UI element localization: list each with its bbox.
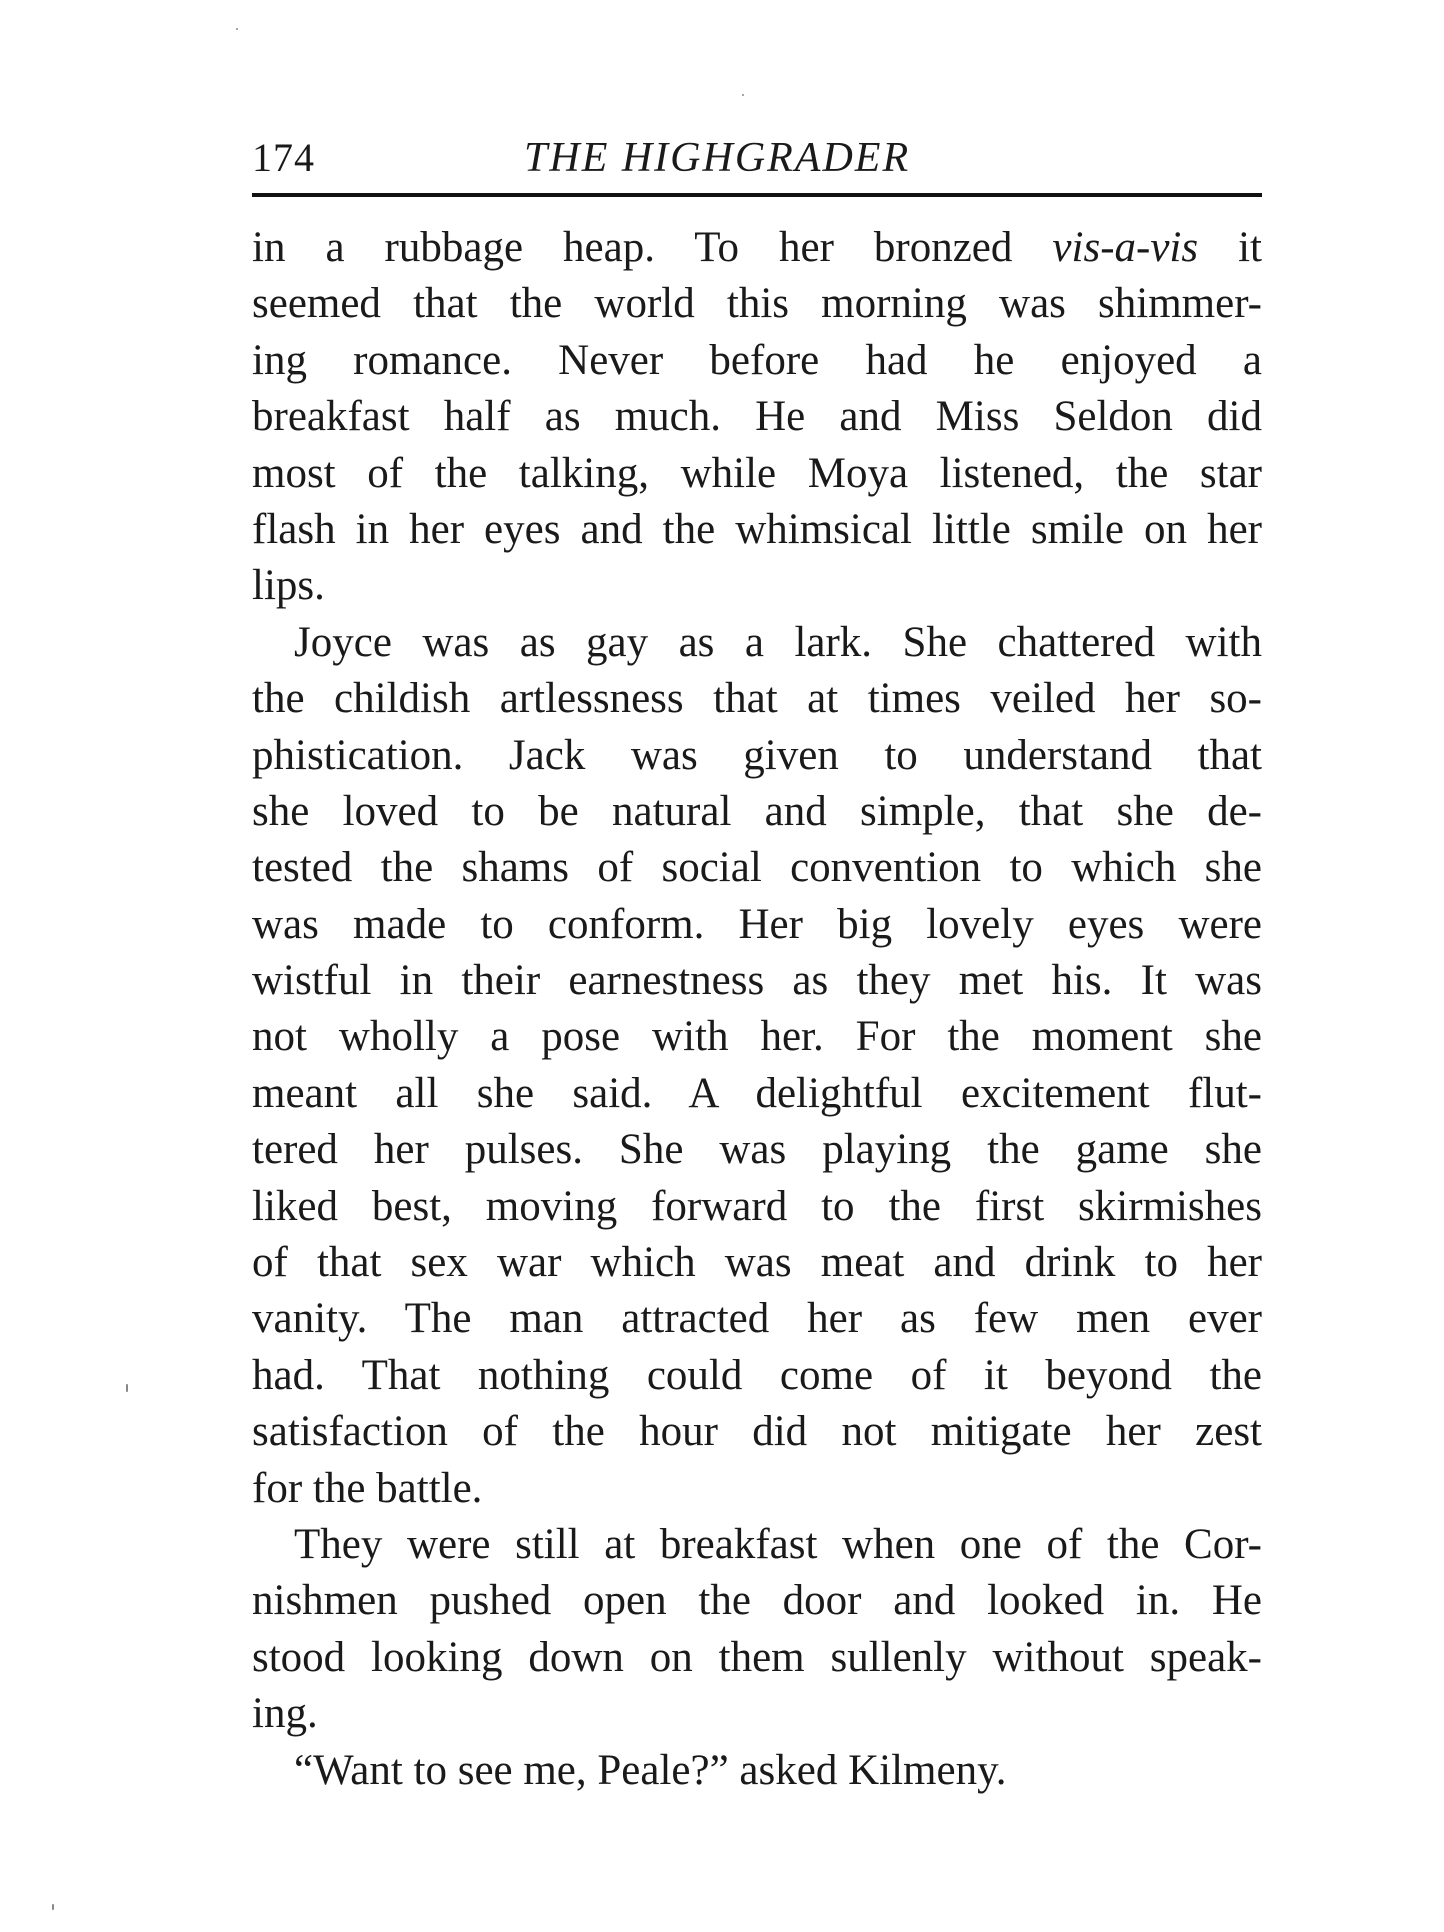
italic-phrase: vis-a-vis	[1052, 224, 1199, 271]
text-line: ing romance. Never before had he enjoyed a	[252, 336, 1262, 384]
text-line: she loved to be natural and simple, that she de-	[252, 787, 1262, 835]
text-line: seemed that the world this morning was shimmer-	[252, 280, 1262, 328]
text-line: not wholly a pose with her. For the moment she	[252, 1013, 1262, 1061]
text-line: lips.	[252, 562, 325, 610]
text-line: the childish artlessness that at times veiled her so-	[252, 675, 1262, 723]
text-line: nishmen pushed open the door and looked in. He	[252, 1577, 1262, 1625]
page-number: 174	[252, 135, 315, 180]
scan-speck	[52, 1904, 54, 1910]
header-rule	[252, 193, 1262, 197]
text-line: “Want to see me, Peale?” asked Kilmeny.	[294, 1746, 1007, 1794]
text-line: vanity. The man attracted her as few men ever	[252, 1295, 1262, 1343]
text-line: tered her pulses. She was playing the game she	[252, 1126, 1262, 1174]
text-line: wistful in their earnestness as they met his. It was	[252, 957, 1262, 1005]
running-title: THE HIGHGRADER	[524, 135, 911, 181]
text-line: for the battle.	[252, 1464, 483, 1512]
text-line: flash in her eyes and the whimsical little smile on her	[252, 505, 1262, 553]
text-line: phistication. Jack was given to understand that	[252, 731, 1262, 779]
text-line: Joyce was as gay as a lark. She chattered with	[294, 618, 1262, 666]
text-line: They were still at breakfast when one of the Cor-	[294, 1520, 1262, 1568]
text-line: breakfast half as much. He and Miss Seldon did	[252, 393, 1262, 441]
running-head	[252, 132, 1262, 188]
text-line: meant all she said. A delightful excitement flut-	[252, 1069, 1262, 1117]
text-line: ing.	[252, 1690, 318, 1738]
scan-speck	[236, 28, 238, 30]
text-line: in a rubbage heap. To her bronzed vis-a-vis it	[252, 224, 1262, 271]
text-line: stood looking down on them sullenly without speak-	[252, 1633, 1262, 1681]
text-line: was made to conform. Her big lovely eyes were	[252, 900, 1262, 948]
scan-speck	[126, 1384, 128, 1392]
text-line: of that sex war which was meat and drink to her	[252, 1239, 1262, 1287]
body-text	[252, 220, 1262, 1799]
text-line: had. That nothing could come of it beyond the	[252, 1351, 1262, 1399]
text-line: tested the shams of social convention to which she	[252, 844, 1262, 892]
scan-speck	[742, 94, 744, 96]
text-line: liked best, moving forward to the first skirmishes	[252, 1182, 1262, 1230]
text-line: satisfaction of the hour did not mitigate her zest	[252, 1408, 1262, 1456]
text-line: most of the talking, while Moya listened, the star	[252, 449, 1262, 497]
